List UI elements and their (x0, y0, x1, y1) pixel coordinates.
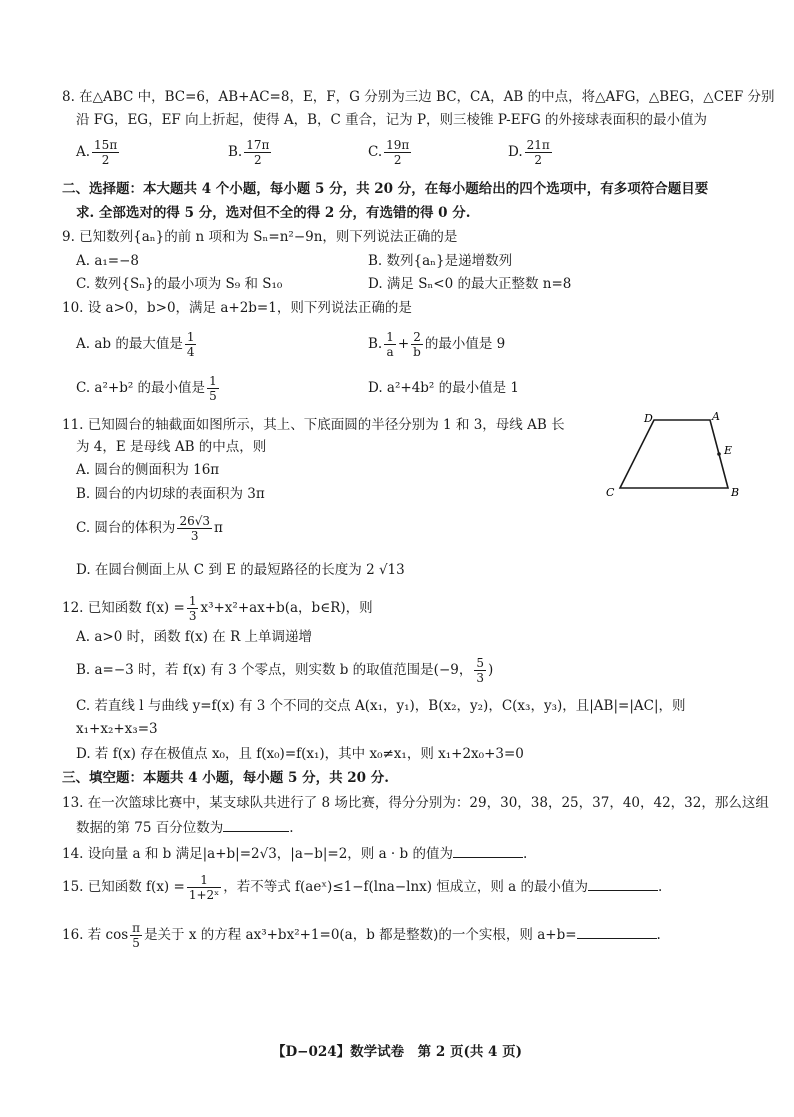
section3-header: 三、填空题：本题共 4 小题，每小题 5 分，共 20 分. (62, 770, 389, 786)
q10-stem: 10. 设 a>0，b>0，满足 a+2b=1，则下列说法正确的是 (62, 300, 412, 316)
q9-option-a: A. a₁=−8 (76, 253, 140, 269)
q11-line1: 11. 已知圆台的轴截面如图所示，其上、下底面圆的半径分别为 1 和 3，母线 AB 长 (62, 417, 565, 433)
q14-answer-blank[interactable] (453, 843, 523, 858)
page-footer: 【D−024】数学试卷 第 2 页(共 4 页) (271, 1044, 523, 1060)
q9-option-b: B. 数列{aₙ}是递增数列 (368, 253, 513, 269)
q12-stem: 12. 已知函数 f(x) = $\frac{1}{3}$ x³+x²+ax+b(a，b∈R)，则 (62, 594, 373, 623)
section2-header-line1: 二、选择题：本大题共 4 个小题，每小题 5 分，共 20 分，在每小题给出的四个选项中，有多项符合题目要 (62, 181, 709, 197)
q16-answer-blank[interactable] (577, 924, 657, 939)
q11-option-d: D. 在圆台侧面上从 C 到 E 的最短路径的长度为 2 √13 (76, 562, 405, 578)
q11-line2: 为 4，E 是母线 AB 的中点，则 (76, 439, 267, 455)
label-d: D (644, 412, 653, 425)
q12-option-d: D. 若 f(x) 存在极值点 x₀，且 f(x₀)=f(x₁)，其中 x₀≠x₁，则 x₁+2x₀+3=0 (76, 746, 524, 762)
q10-option-d: D. a²+4b² 的最小值是 1 (368, 380, 520, 396)
trapezoid-outline (620, 420, 728, 488)
q8-option-b: B. $\frac{17\pi}{2}$ (228, 138, 270, 167)
q12-option-a: A. a>0 时，函数 f(x) 在 R 上单调递增 (76, 629, 313, 645)
q11-option-a: A. 圆台的侧面积为 16π (76, 462, 220, 478)
q9-stem: 9. 已知数列{aₙ}的前 n 项和为 Sₙ=n²−9n，则下列说法正确的是 (62, 229, 458, 245)
q10-option-b: B. $\frac{1}{a}$ + $\frac{2}{b}$ 的最小值是 9 (368, 330, 506, 359)
q9-option-d: D. 满足 Sₙ<0 的最大正整数 n=8 (368, 276, 572, 292)
q13-line1: 13. 在一次篮球比赛中，某支球队共进行了 8 场比赛，得分分别为：29，30，38，25，37，40，42，32，那么这组 (62, 795, 769, 811)
q8-option-c: C. $\frac{19\pi}{2}$ (368, 138, 410, 167)
q16: 16. 若 cos $\frac{\pi}{5}$ 是关于 x 的方程 ax³+bx²+1=0(a，b 都是整数)的一个实根，则 a+b= . (62, 921, 661, 950)
q13-answer-blank[interactable] (223, 817, 289, 832)
q12-option-c-line2: x₁+x₂+x₃=3 (76, 721, 158, 737)
q10-option-a: A. ab 的最大值是 $\frac{1}{4}$ (76, 330, 195, 359)
q11-option-c: C. 圆台的体积为 $\frac{26√3}{3}$ π (76, 514, 223, 543)
section2-header-line2: 求. 全部选对的得 5 分，选对但不全的得 2 分，有选错的得 0 分. (76, 205, 471, 221)
q14: 14. 设向量 a 和 b 满足|a+b|=2√3，|a−b|=2，则 a · b 的值为 . (62, 843, 527, 863)
label-c: C (606, 486, 615, 499)
q10-option-c: C. a²+b² 的最小值是 $\frac{1}{5}$ (76, 374, 217, 403)
trapezoid-figure (600, 410, 750, 505)
q8-line1: 8. 在△ABC 中，BC=6，AB+AC=8，E，F，G 分别为三边 BC，CA，AB 的中点，将△AFG，△BEG，△CEF 分别 (62, 89, 775, 105)
q13-line2: 数据的第 75 百分位数为 . (76, 817, 294, 837)
label-a: A (712, 410, 720, 423)
q8-line2: 沿 FG，EG，EF 向上折起，使得 A，B，C 重合，记为 P，则三棱锥 P-EFG 的外接球表面积的最小值为 (76, 112, 708, 128)
q8-option-a: A. $\frac{15\pi}{2}$ (76, 138, 118, 167)
q15-answer-blank[interactable] (588, 876, 658, 891)
q9-option-c: C. 数列{Sₙ}的最小项为 S₉ 和 S₁₀ (76, 276, 283, 292)
label-e: E (724, 444, 733, 457)
q12-option-b: B. a=−3 时，若 f(x) 有 3 个零点，则实数 b 的取值范围是(−9， $\frac{5}{3}$ ) (76, 656, 494, 685)
q12-option-c-line1: C. 若直线 l 与曲线 y=f(x) 有 3 个不同的交点 A(x₁，y₁)，B(x₂，y₂)，C(x₃，y₃)，且|AB|=|AC|，则 (76, 698, 686, 714)
q11-option-b: B. 圆台的内切球的表面积为 3π (76, 486, 265, 502)
q8-option-d: D. $\frac{21\pi}{2}$ (508, 138, 550, 167)
label-b: B (731, 486, 740, 499)
point-e (717, 452, 721, 456)
q15: 15. 已知函数 f(x) = $\frac{1}{\text{1+2ˣ}}$ ，若不等式 f(aeˣ)≤1−f(lna−lnx) 恒成立，则 a 的最小值为 . (62, 873, 663, 902)
